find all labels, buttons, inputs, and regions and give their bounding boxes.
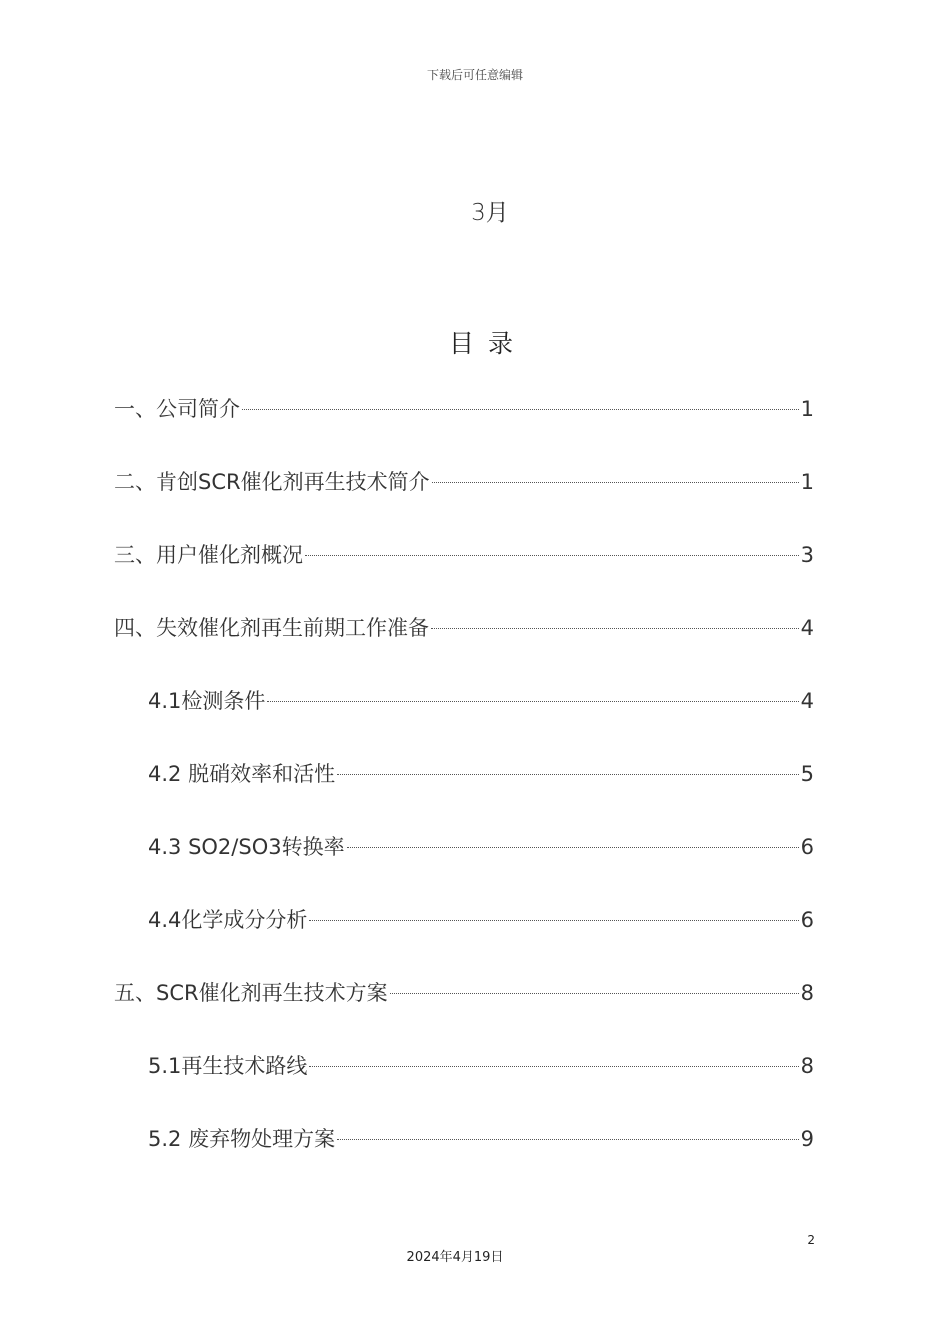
toc-entry-label: 4.1检测条件 [148,689,266,713]
toc-entry-test-conditions[interactable] [148,684,814,718]
toc-entry-page: 9 [800,1127,814,1151]
toc-leader-dots [432,482,799,483]
toc-title: 目录 [448,329,527,358]
toc-entry-page: 6 [800,908,814,932]
toc-entry-page: 4 [800,689,814,713]
toc-entry-waste-treatment[interactable] [148,1122,814,1156]
toc-leader-dots [337,1139,799,1140]
toc-entry-label: 4.2 脱硝效率和活性 [148,762,336,786]
toc-entry-label: 5.1再生技术路线 [148,1054,308,1078]
toc-entry-page: 4 [800,616,814,640]
toc-entry-company-intro[interactable] [114,392,814,426]
toc-leader-dots [305,555,799,556]
toc-entry-label: 三、用户催化剂概况 [114,543,303,567]
toc-entry-user-catalyst-overview[interactable] [114,538,814,572]
toc-entry-label: 五、SCR催化剂再生技术方案 [114,981,388,1005]
toc-leader-dots [242,409,799,410]
toc-leader-dots [390,993,799,994]
toc-entry-page: 8 [800,1054,814,1078]
toc-entry-label: 4.3 SO2/SO3转换率 [148,835,345,859]
toc-entry-page: 5 [800,762,814,786]
toc-leader-dots [309,1066,798,1067]
toc-leader-dots [309,920,798,921]
toc-entry-preparation[interactable] [114,611,814,645]
toc-entry-page: 6 [800,835,814,859]
toc-entry-page: 1 [800,470,814,494]
toc-entry-label: 4.4化学成分分析 [148,908,308,932]
toc-entry-scr-tech-intro[interactable] [114,465,814,499]
toc-leader-dots [431,628,799,629]
toc-entry-label: 二、肯创SCR催化剂再生技术简介 [114,470,430,494]
toc-entry-label: 5.2 废弃物处理方案 [148,1127,336,1151]
toc-leader-dots [267,701,798,702]
toc-entry-chemical-analysis[interactable] [148,903,814,937]
toc-entry-regeneration-route[interactable] [148,1049,814,1083]
toc-entry-so2-so3-conversion[interactable] [148,830,814,864]
toc-entry-denitration-efficiency[interactable] [148,757,814,791]
page-header: 下载后可任意编辑 [426,68,523,82]
toc-leader-dots [347,847,799,848]
toc-entry-page: 8 [800,981,814,1005]
toc-leader-dots [337,774,799,775]
page-number: 2 [807,1233,815,1247]
toc-entry-page: 1 [800,397,814,421]
footer-date: 2024年4月19日 [406,1250,504,1265]
toc-entry-label: 四、失效催化剂再生前期工作准备 [114,616,429,640]
toc-entry-page: 3 [800,543,814,567]
cover-month: 3月 [471,200,509,226]
toc-entry-label: 一、公司简介 [114,397,240,421]
toc-entry-regeneration-plan[interactable] [114,976,814,1010]
